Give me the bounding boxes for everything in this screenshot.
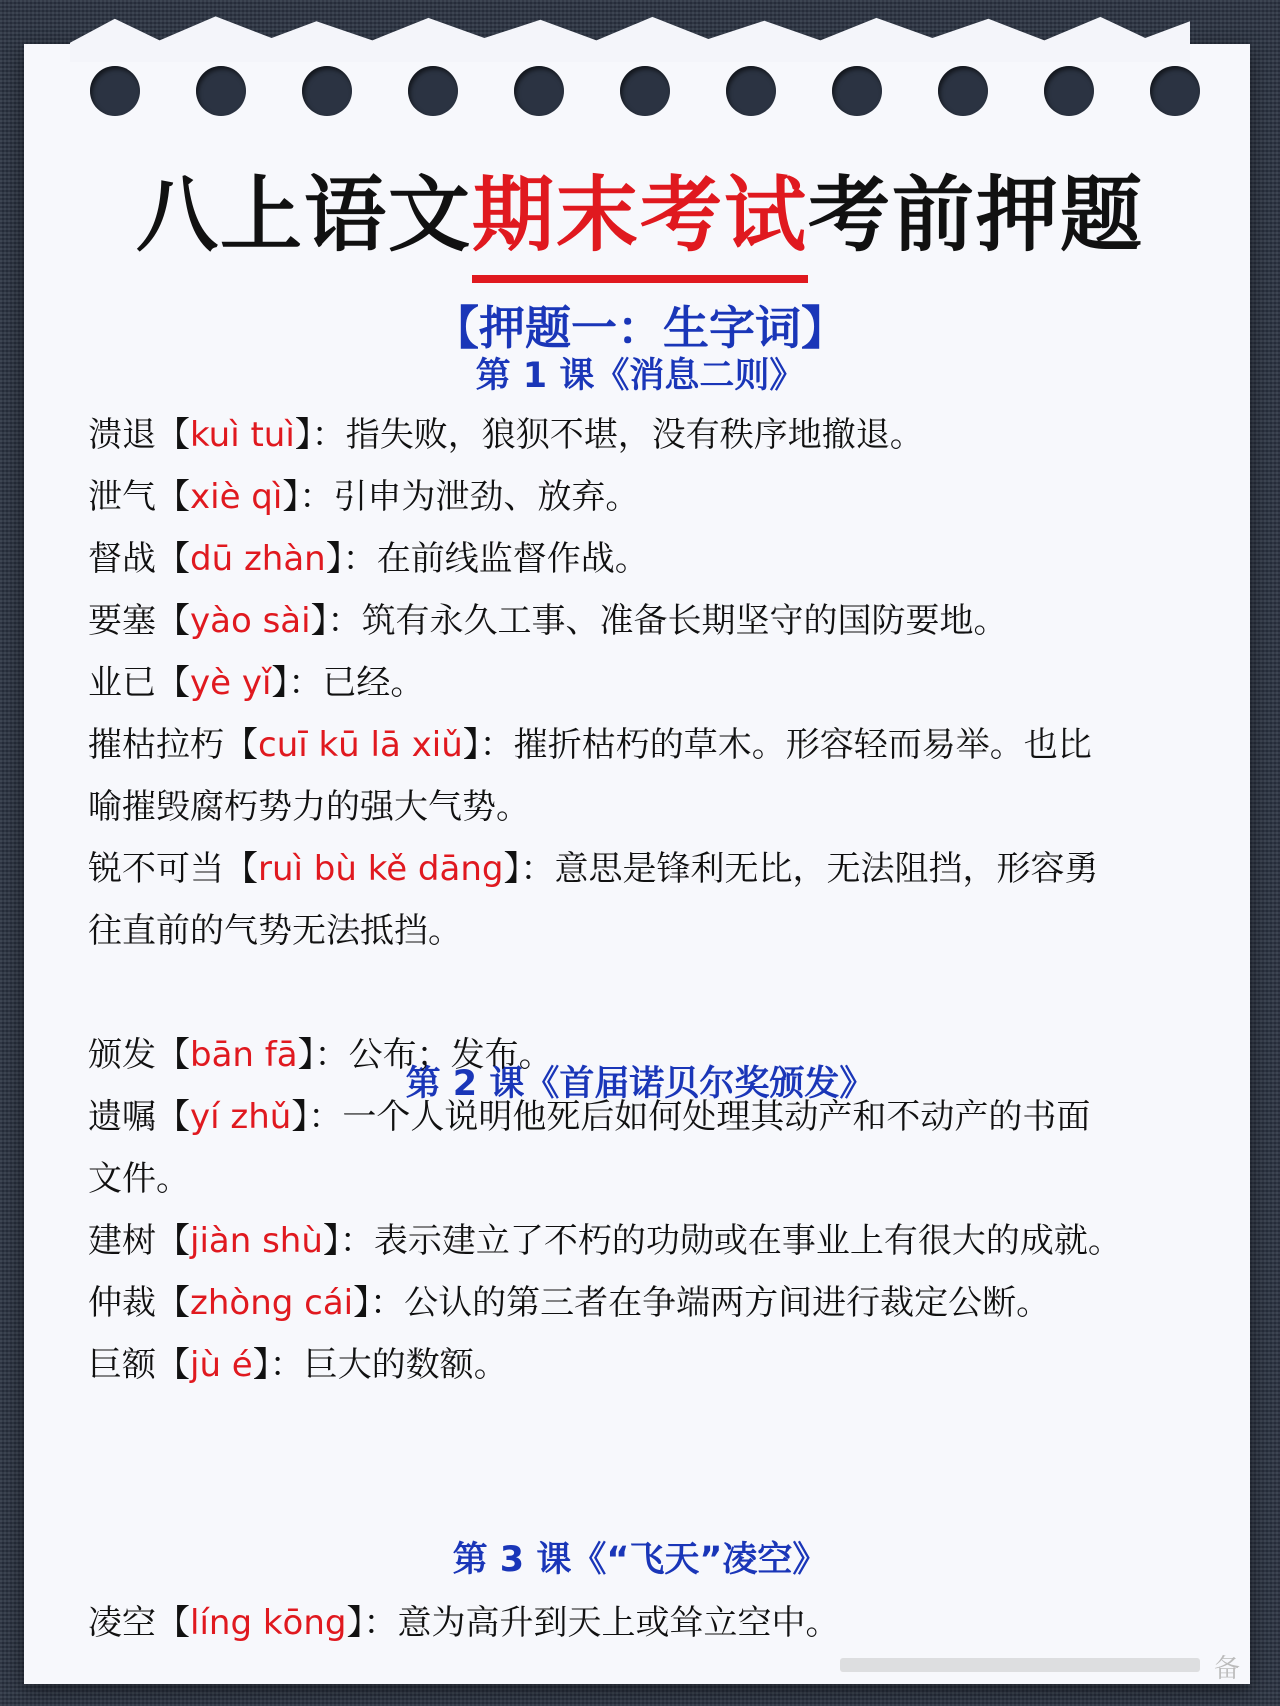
- entry-definition: 表示建立了不朽的功勋或在事业上有很大的成就。: [373, 1221, 1122, 1261]
- watermark-bar: [840, 1658, 1200, 1672]
- entry-word: 建树: [88, 1221, 156, 1261]
- entry-pinyin: yè yǐ: [190, 663, 272, 703]
- entry-pinyin: cuī kū lā xiǔ: [258, 725, 463, 765]
- binder-hole: [196, 66, 246, 116]
- binder-hole: [408, 66, 458, 116]
- binder-holes: [90, 66, 1200, 126]
- entry-continuation: 往直前的气势无法抵挡。: [88, 911, 462, 951]
- entry-continuation: 文件。: [88, 1159, 190, 1199]
- entry-definition: 摧折枯朽的草木。形容轻而易举。也比: [513, 725, 1092, 765]
- vocab-entry: 建树【jiàn shù】：表示建立了不朽的功勋或在事业上有很大的成就。: [88, 1221, 1122, 1261]
- binder-hole: [620, 66, 670, 116]
- entry-word: 凌空: [88, 1603, 156, 1643]
- binder-hole: [938, 66, 988, 116]
- binder-hole: [514, 66, 564, 116]
- entry-pinyin: bān fā: [190, 1035, 298, 1075]
- section-heading: 【押题一：生字词】: [433, 301, 847, 355]
- lesson-title: 第 1 课《消息二则》: [475, 356, 805, 396]
- lesson-title: 第 3 课《“飞天”凌空》: [452, 1540, 828, 1580]
- entry-definition: 巨大的数额。: [303, 1345, 508, 1385]
- entry-word: 业已: [88, 663, 156, 703]
- entry-definition: 已经。: [322, 663, 425, 703]
- vocab-entry: 颁发【bān fā】：公布；发布。: [88, 1035, 553, 1075]
- page-title: [0, 150, 1280, 267]
- entry-definition: 公布；发布。: [348, 1035, 553, 1075]
- entry-word: 泄气: [88, 477, 156, 517]
- entry-word: 仲裁: [88, 1283, 156, 1323]
- entry-pinyin: dū zhàn: [190, 539, 326, 579]
- binder-hole: [1044, 66, 1094, 116]
- binder-hole: [302, 66, 352, 116]
- binder-hole: [1150, 66, 1200, 116]
- vocab-entry: 要塞【yào sài】：筑有永久工事、准备长期坚守的国防要地。: [88, 601, 1008, 641]
- entry-definition: 在前线监督作战。: [376, 539, 649, 579]
- entry-definition: 筑有永久工事、准备长期坚守的国防要地。: [361, 601, 1008, 641]
- vocab-entry: 溃退【kuì tuì】：指失败，狼狈不堪，没有秩序地撤退。: [88, 415, 924, 455]
- entry-word: 巨额: [88, 1345, 156, 1385]
- entry-continuation: 喻摧毁腐朽势力的强大气势。: [88, 787, 530, 827]
- vocab-entry: 摧枯拉朽【cuī kū lā xiǔ】：摧折枯朽的草木。形容轻而易举。也比: [88, 725, 1092, 765]
- vocab-entry: 仲裁【zhòng cái】：公认的第三者在争端两方间进行裁定公断。: [88, 1283, 1051, 1323]
- entry-pinyin: zhòng cái: [190, 1283, 354, 1323]
- entry-word: 遗嘱: [88, 1097, 156, 1137]
- vocab-entry: 巨额【jù é】：巨大的数额。: [88, 1345, 508, 1385]
- vocab-entry: 督战【dū zhàn】：在前线监督作战。: [88, 539, 649, 579]
- entry-pinyin: xiè qì: [190, 477, 283, 517]
- entry-definition: 意思是锋利无比，无法阻挡，形容勇: [554, 849, 1099, 889]
- title-part1: 八上语文: [135, 168, 472, 263]
- vocab-entry: 锐不可当【ruì bù kě dāng】：意思是锋利无比，无法阻挡，形容勇: [88, 849, 1099, 889]
- watermark: [840, 1648, 1240, 1682]
- entry-word: 溃退: [88, 415, 156, 455]
- entry-pinyin: líng kōng: [190, 1603, 347, 1643]
- entry-word: 摧枯拉朽: [88, 725, 224, 765]
- entry-pinyin: ruì bù kě dāng: [258, 849, 504, 889]
- entry-definition: 意为高升到天上或耸立空中。: [397, 1603, 840, 1643]
- title-highlight: 期末考试: [472, 150, 808, 267]
- binder-hole: [726, 66, 776, 116]
- entry-pinyin: jù é: [190, 1345, 253, 1385]
- torn-paper-edge: [70, 14, 1190, 62]
- entry-pinyin: kuì tuì: [190, 415, 295, 455]
- entry-pinyin: yào sài: [190, 601, 311, 641]
- lesson-title: 第 2 课《首届诺贝尔奖颁发》: [405, 1064, 875, 1104]
- entry-word: 锐不可当: [88, 849, 224, 889]
- vocab-entry: 业已【yè yǐ】：已经。: [88, 663, 425, 703]
- vocab-entry: 泄气【xiè qì】：引申为泄劲、放弃。: [88, 477, 640, 517]
- entry-definition: 引申为泄劲、放弃。: [333, 477, 640, 517]
- entry-word: 要塞: [88, 601, 156, 641]
- entry-word: 颁发: [88, 1035, 156, 1075]
- title-part2: 考前押题: [808, 168, 1145, 263]
- binder-hole: [90, 66, 140, 116]
- vocab-entry: 遗嘱【yí zhǔ】：一个人说明他死后如何处理其动产和不动产的书面: [88, 1097, 1091, 1137]
- entry-pinyin: yí zhǔ: [190, 1097, 292, 1137]
- entry-definition: 指失败，狼狈不堪，没有秩序地撤退。: [345, 415, 924, 455]
- entry-definition: 一个人说明他死后如何处理其动产和不动产的书面: [342, 1097, 1091, 1137]
- watermark-text: 备: [1213, 1654, 1240, 1684]
- binder-hole: [832, 66, 882, 116]
- entry-word: 督战: [88, 539, 156, 579]
- entry-definition: 公认的第三者在争端两方间进行裁定公断。: [404, 1283, 1051, 1323]
- vocab-entry: 凌空【líng kōng】：意为高升到天上或耸立空中。: [88, 1603, 840, 1643]
- entry-pinyin: jiàn shù: [190, 1221, 323, 1261]
